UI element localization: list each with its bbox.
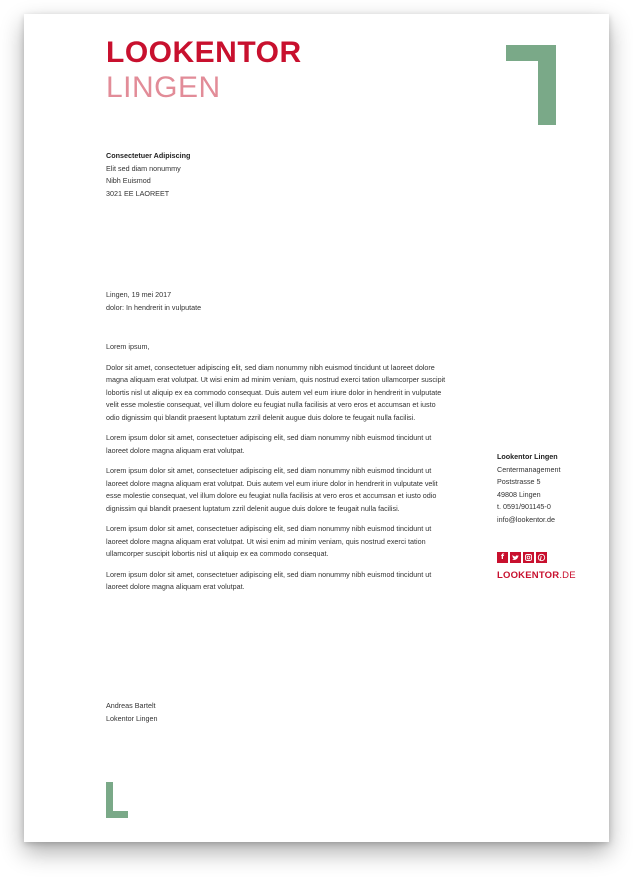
body-paragraph: Dolor sit amet, consectetuer adipiscing elit, sed diam nonummy nibh euismod tincidunt ut laoreet dolore magna aliquam erat volutpat. Ut wisi enim ad minim veniam, quis nostrud exerci tation ullamcorper suscipit lobortis nisl ut aliquip ex ea commodo consequat. Duis autem vel eum iriure dolor in hendrerit in vulputate velit esse molestie consequat, vel illum dolore eu feugiat nulla facilisis at vero eros et accumsan et iusto odio dignissim qui blandit praesent luptatum zzril delenit augue duis dolore te feugait nulla facilisi. — [106, 362, 446, 422]
recipient-address — [106, 150, 306, 200]
pinterest-glyph — [536, 552, 547, 563]
body-paragraph: Lorem ipsum dolor sit amet, consectetuer adipiscing elit, sed diam nonummy nibh euismod tincidunt ut laoreet dolore magna aliquam erat volutpat. — [106, 433, 432, 455]
recipient-line-3: 3021 EE LAOREET — [106, 188, 170, 198]
body-paragraph: Lorem ipsum dolor sit amet, consectetuer adipiscing elit, sed diam nonummy nibh euismod tincidunt ut laoreet dolore magna aliquam erat volutpat. — [106, 569, 432, 591]
brand-logo — [106, 38, 302, 103]
sender-org: Lookentor Lingen — [497, 452, 558, 461]
corner-bracket-vertical — [538, 45, 556, 125]
instagram-glyph — [523, 552, 534, 563]
logo-line-2: LINGEN — [106, 71, 221, 104]
pinterest-icon[interactable] — [536, 552, 547, 563]
instagram-icon[interactable] — [523, 552, 534, 563]
sender-dept: Centermanagement — [497, 464, 561, 474]
recipient-line-1: Elit sed diam nonummy — [106, 163, 181, 173]
sender-street: Poststrasse 5 — [497, 477, 541, 486]
signature-org: Lokentor Lingen — [106, 713, 158, 723]
letter-sheet — [24, 14, 609, 842]
website-tld: .DE — [559, 570, 576, 581]
social-icons — [497, 552, 547, 563]
logo-line-1: LOOKENTOR — [106, 36, 302, 69]
website-link[interactable] — [497, 570, 576, 581]
sender-city: 49808 Lingen — [497, 489, 541, 499]
recipient-line-2: Nibh Euismod — [106, 176, 151, 185]
signature-name: Andreas Bartelt — [106, 701, 156, 710]
sender-phone: t. 0591/901145-0 — [497, 502, 551, 511]
facebook-icon[interactable]: f — [497, 552, 508, 563]
sender-contact-block — [497, 451, 597, 526]
letter-body — [106, 341, 446, 602]
date-subject-block — [106, 289, 406, 314]
bottom-l-horizontal — [106, 811, 128, 818]
recipient-name: Consectetuer Adipiscing — [106, 151, 191, 160]
twitter-glyph — [510, 552, 521, 563]
bottom-l-graphic — [106, 782, 128, 818]
letter-date: Lingen, 19 mei 2017 — [106, 290, 172, 299]
body-paragraph: Lorem ipsum dolor sit amet, consectetuer adipiscing elit, sed diam nonummy nibh euismod tincidunt ut laoreet dolore magna aliquam erat volutpat. Duis autem vel eum iriure dolor in hendrerit in vulputate velit esse molestie consequat, vel illum dolore eu feugiat nulla facilisis at vero eros et accumsan et iusto odio dignissim qui blandit praesent luptatum zzril delenit augue duis dolore te feugait nulla facilisi. — [106, 466, 438, 513]
body-paragraph: Lorem ipsum dolor sit amet, consectetuer adipiscing elit, sed diam nonummy nibh euismod tincidunt ut laoreet dolore magna aliquam erat volutpat. Ut wisi enim ad minim veniam, quis nostrud exerci tation ullamcorper suscipit lobortis nisl ut aliquip ex ea commodo consequat. — [106, 524, 432, 558]
salutation: Lorem ipsum, — [106, 342, 150, 351]
corner-bracket-graphic — [506, 45, 556, 125]
signature-block — [106, 700, 306, 725]
website-brand: LOOKENTOR — [497, 570, 560, 581]
sender-email: info@lookentor.de — [497, 514, 556, 524]
twitter-icon[interactable] — [510, 552, 521, 563]
letter-subject: dolor: In hendrerit in vulputate — [106, 302, 202, 312]
